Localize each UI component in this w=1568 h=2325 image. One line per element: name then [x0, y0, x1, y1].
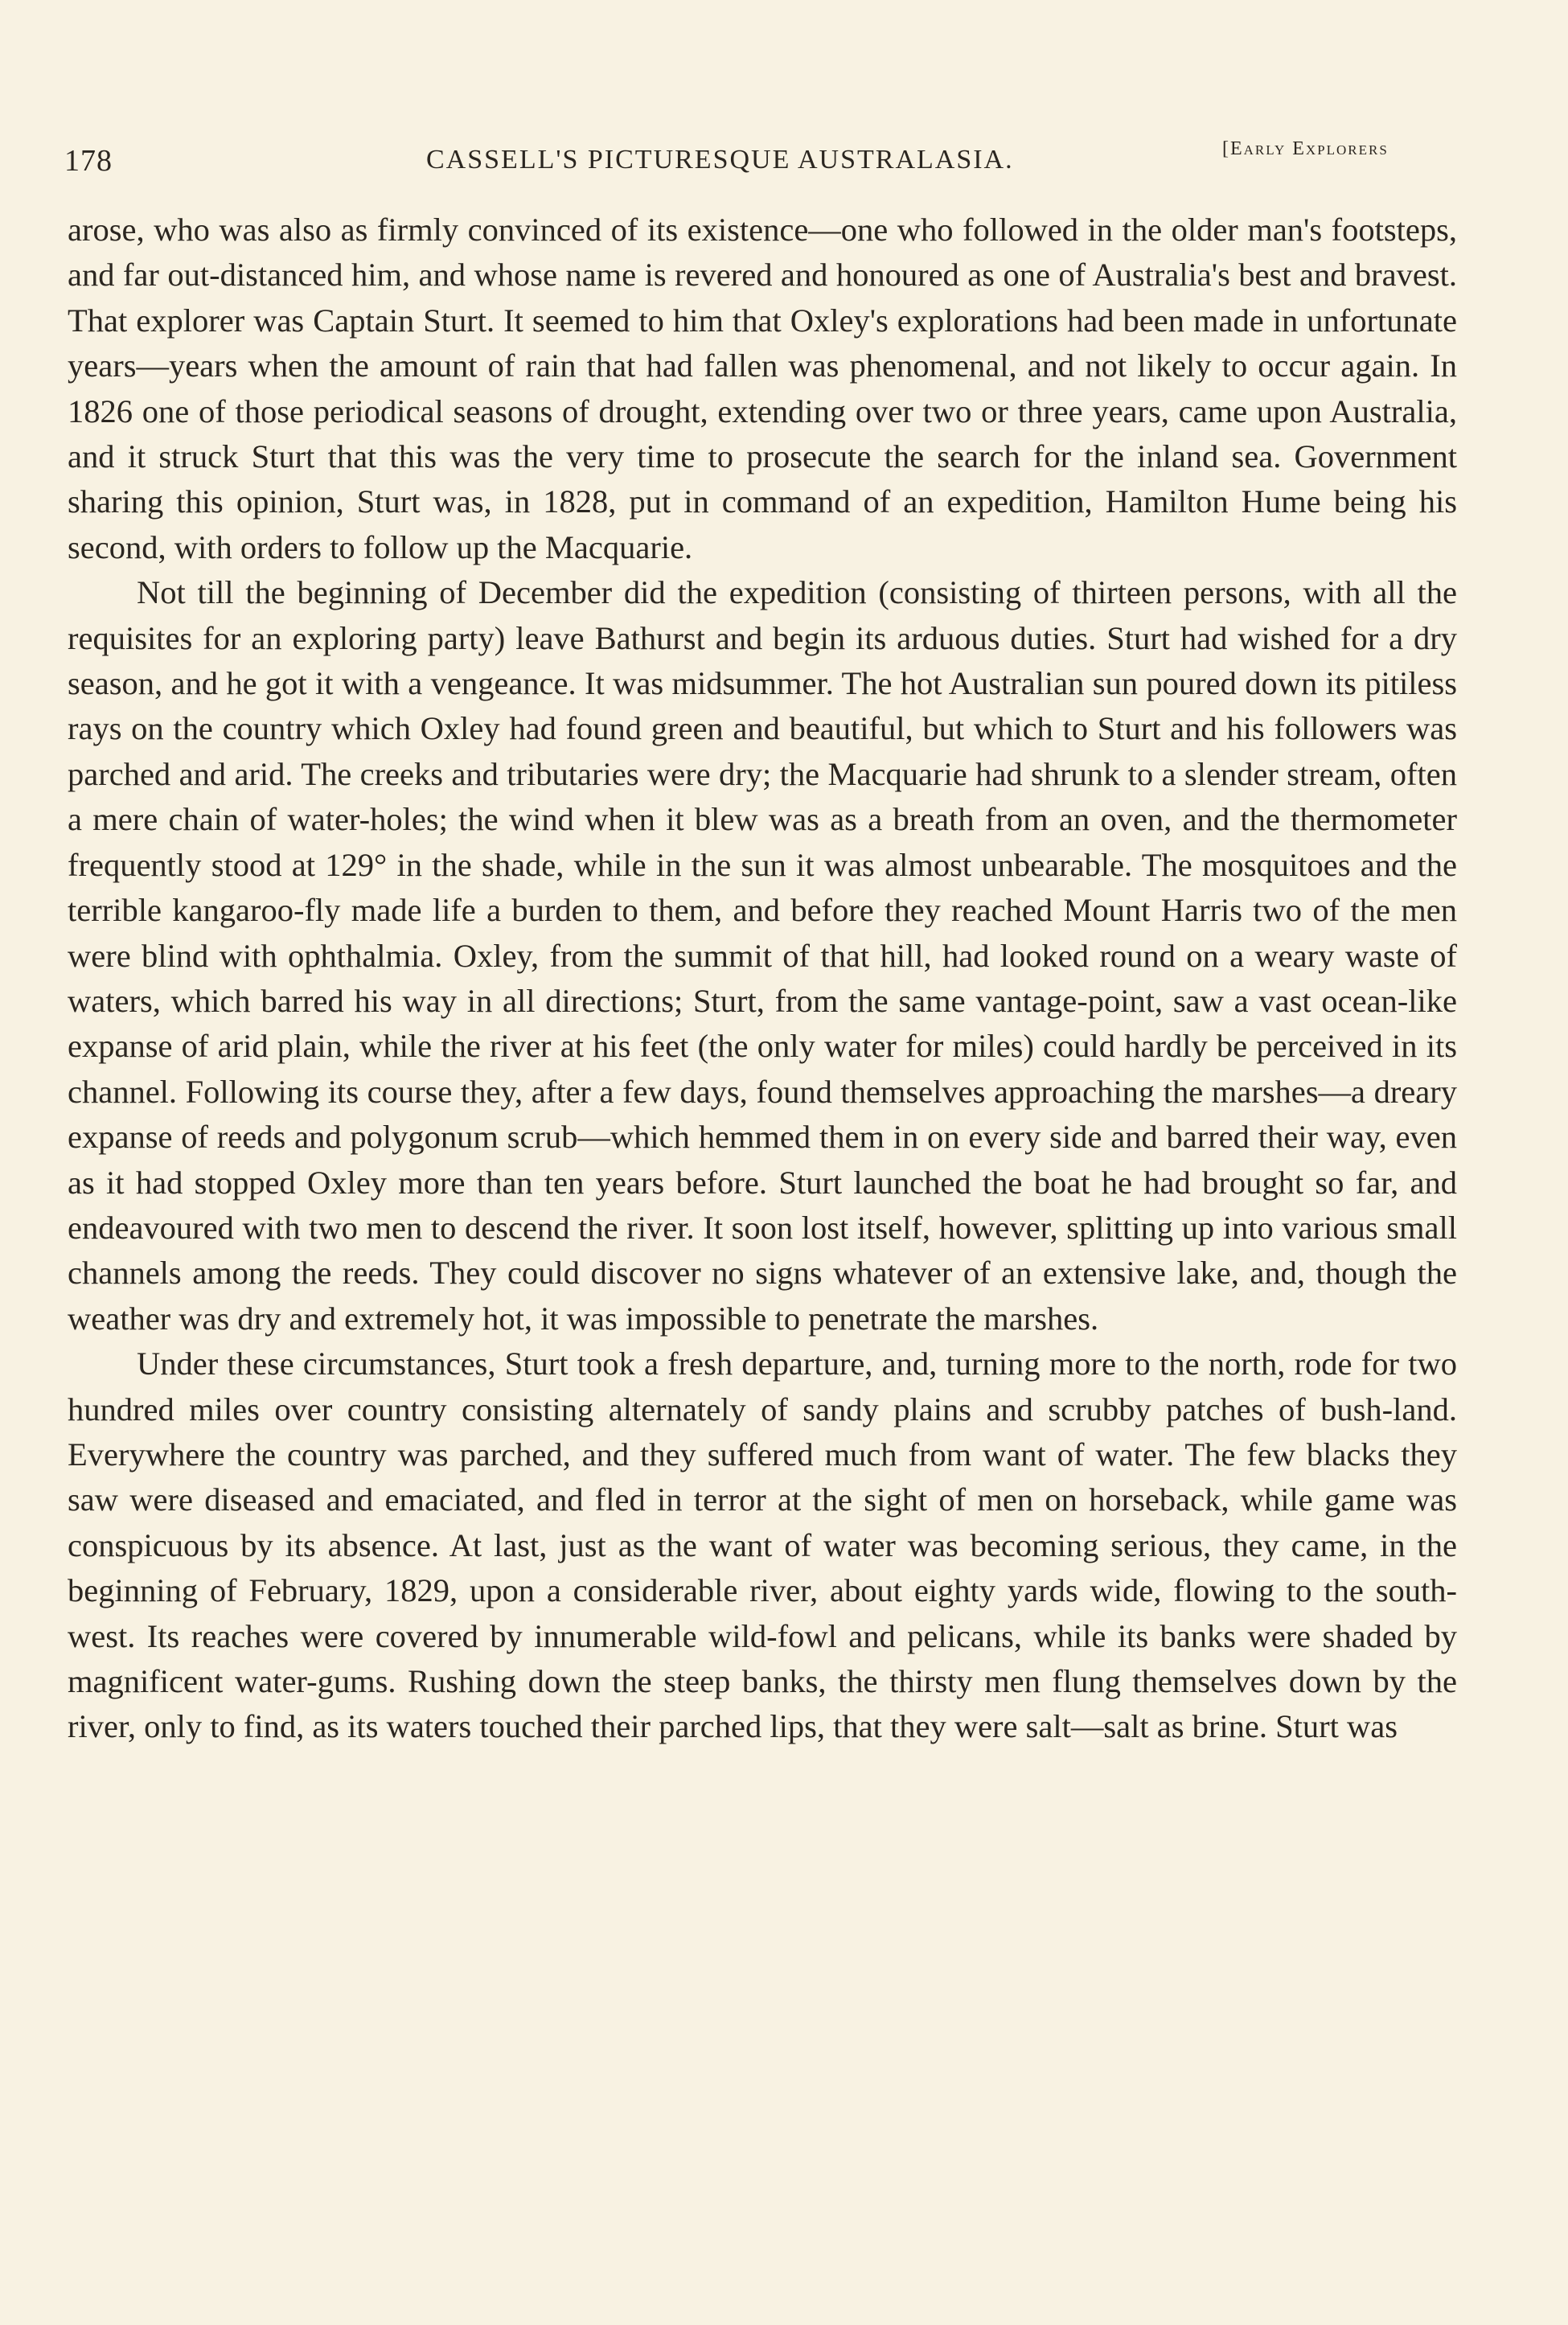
running-title: CASSELL'S PICTURESQUE AUSTRALASIA. — [426, 145, 1014, 175]
paragraph-1: arose, who was also as firmly convinced of its existence—one who followed in the older man's footsteps, and far out-distanced him, and whose name is revered and honoured as one of Australia's best and bravest. That explorer was Captain Sturt. It seemed to him that Oxley's explorations had been made in unfortunate years—years when the amount of rain that had fallen was phenomenal, and not likely to occur again. In 1826 one of those periodical seasons of drought, extending over two or three years, came upon Australia, and it struck Sturt that this was the very time to prosecute the search for the inland sea. Government sharing this opinion, Sturt was, in 1828, put in command of an expedition, Hamilton Hume being his second, with orders to follow up the Macquarie. — [68, 212, 1457, 565]
running-head — [64, 138, 1463, 187]
paragraph-3: Under these circumstances, Sturt took a fresh departure, and, turning more to the north, rode for two hundred miles over country consisting alternately of sandy plains and scrubby patches of bush-land. Everywhere the country was parched, and they suffered much from want of water. The few blacks they saw were diseased and emaciated, and fled in terror at the sight of men on horseback, while game was conspicuous by its absence. At last, just as the want of water was becoming serious, they came, in the beginning of February, 1829, upon a considerable river, about eighty yards wide, flowing to the south-west. Its reaches were covered by innumerable wild-fowl and pelicans, while its banks were shaded by magnificent water-gums. Rushing down the steep banks, the thirsty men flung themselves down by the river, only to find, as its waters touched their parched lips, that they were salt—salt as brine. Sturt was — [68, 1345, 1457, 1745]
section-title: [Early Explorers — [1222, 138, 1389, 159]
body-text — [68, 207, 1457, 1750]
paragraph-2: Not till the beginning of December did the expedition (consisting of thirteen persons, with all the requisites for an exploring party) leave Bathurst and begin its arduous duties. Sturt had wished for a dry season, and he got it with a vengeance. It was midsummer. The hot Australian sun poured down its pitiless rays on the country which Oxley had found green and beautiful, but which to Sturt and his followers was parched and arid. The creeks and tributaries were dry; the Macquarie had shrunk to a slender stream, often a mere chain of water-holes; the wind when it blew was as a breath from an oven, and the thermometer frequently stood at 129° in the shade, while in the sun it was almost unbearable. The mosquitoes and the terrible kangaroo-fly made life a burden to them, and before they reached Mount Harris two of the men were blind with ophthalmia. Oxley, from the summit of that hill, had looked round on a weary waste of waters, which barred his way in all directions; Sturt, from the same vantage-point, saw a vast ocean-like expanse of arid plain, while the river at his feet (the only water for miles) could hardly be perceived in its channel. Following its course they, after a few days, found themselves approaching the marshes—a dreary expanse of reeds and polygonum scrub—which hemmed them in on every side and barred their way, even as it had stopped Oxley more than ten years before. Sturt launched the boat he had brought so far, and endeavoured with two men to descend the river. It soon lost itself, however, splitting up into various small channels among the reeds. They could discover no signs whatever of an extensive lake, and, though the weather was dry and extremely hot, it was impossible to penetrate the marshes. — [68, 574, 1457, 1337]
page-number: 178 — [64, 144, 113, 178]
